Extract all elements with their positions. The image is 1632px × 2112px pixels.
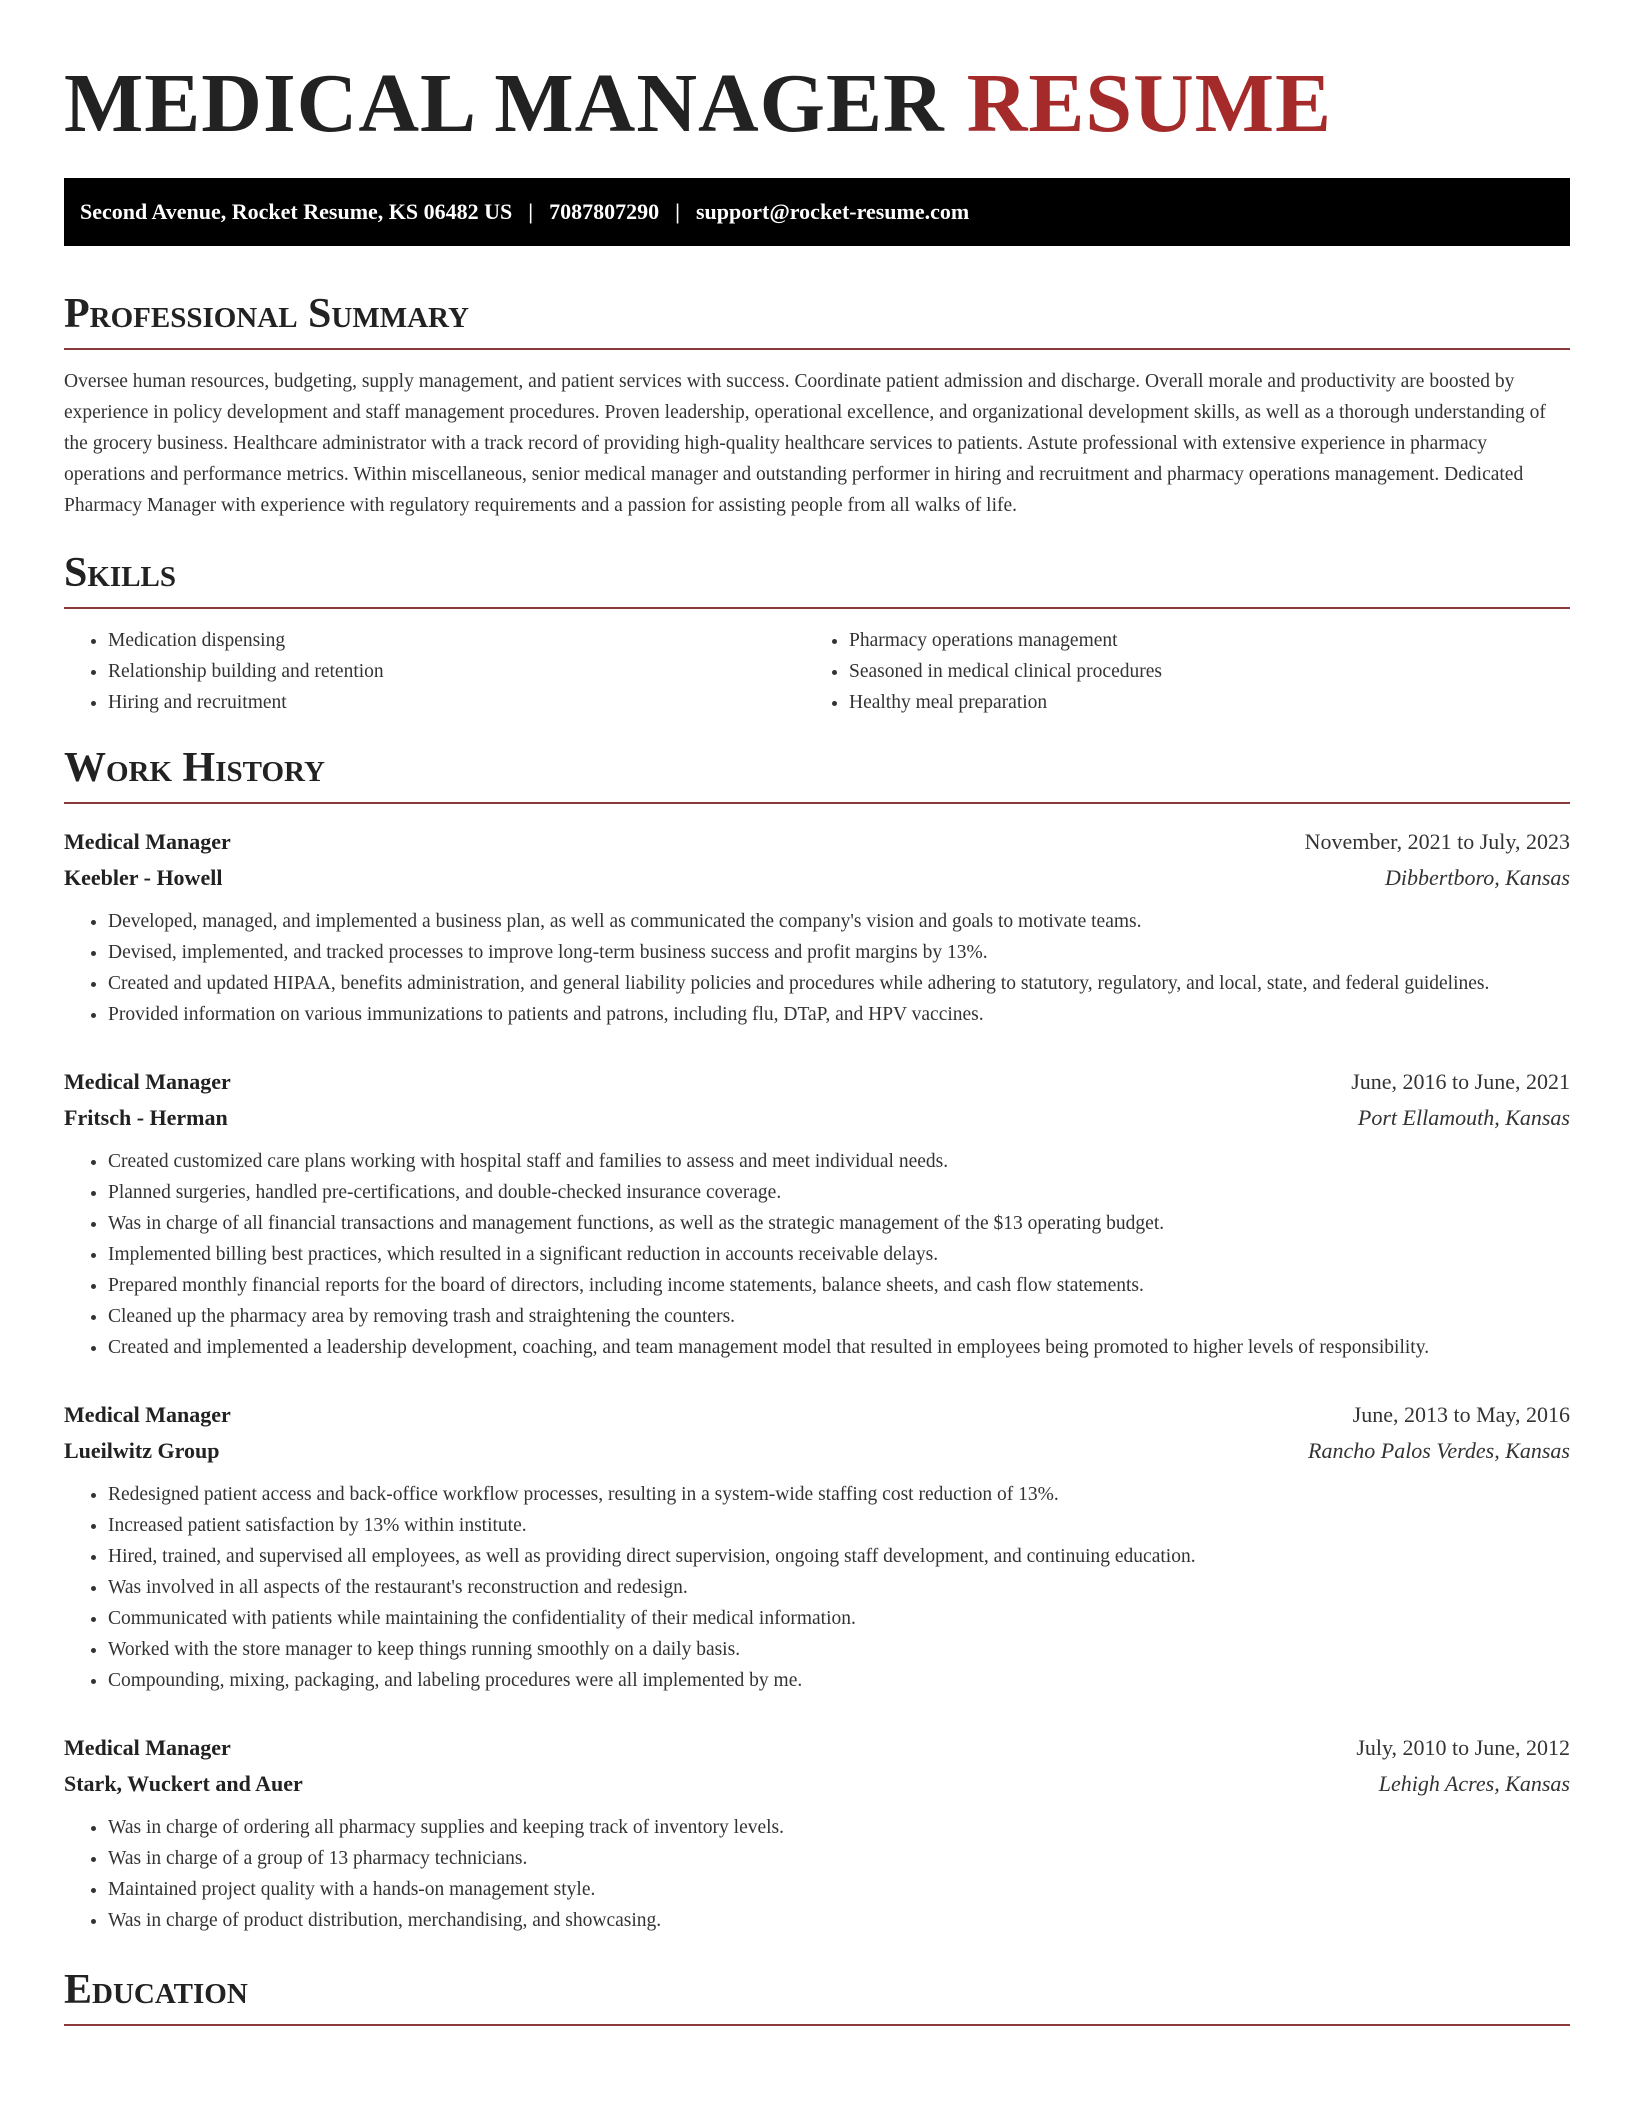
title-accent: RESUME <box>966 57 1333 150</box>
job-title: Medical Manager <box>64 1735 231 1760</box>
job-bullet: • Compounding, mixing, packaging, and labeling procedures were all implemented by me. <box>108 1665 1570 1696</box>
job-entry <box>64 1397 1570 1696</box>
job-bullet: • Was in charge of product distribution, merchandising, and showcasing. <box>108 1905 1570 1936</box>
skill-item: • Pharmacy operations management <box>849 625 1546 656</box>
job-bullet: • Was in charge of ordering all pharmacy supplies and keeping track of inventory levels. <box>108 1812 1570 1843</box>
job-bullet: • Prepared monthly financial reports for the board of directors, including income statements, balance sheets, and cash flow statements. <box>108 1270 1570 1301</box>
job-header-row <box>64 1064 1570 1100</box>
skills-grid <box>64 625 1570 718</box>
job-bullet: • Communicated with patients while maintaining the confidentiality of their medical information. <box>108 1603 1570 1634</box>
resume-page <box>64 0 1570 2026</box>
job-location: Port Ellamouth, Kansas <box>1357 1105 1570 1130</box>
job-company: Fritsch - Herman <box>64 1105 228 1130</box>
job-entry <box>64 824 1570 1030</box>
job-bullet: • Planned surgeries, handled pre-certifications, and double-checked insurance coverage. <box>108 1177 1570 1208</box>
job-title: Medical Manager <box>64 829 231 854</box>
job-company-row <box>64 1433 1570 1469</box>
skills-heading: Skills <box>64 547 1570 609</box>
job-bullet: • Was in charge of all financial transactions and management functions, as well as the strategic management of the $13 operating budget. <box>108 1208 1570 1239</box>
job-dates: November, 2021 to July, 2023 <box>1304 829 1570 854</box>
work-history-heading: Work History <box>64 742 1570 804</box>
job-bullets <box>64 1146 1570 1363</box>
job-header-row <box>64 824 1570 860</box>
summary-text: Oversee human resources, budgeting, supply management, and patient services with success. Coordinate patient admission and discharge. Overall morale and productivity are boosted by experience in policy development and staff management procedures. Proven leadership, operational excellence, and organizational development skills, as well as a thorough understanding of the grocery business. Healthcare administrator with a track record of providing high-quality healthcare services to patients. Astute professional with extensive experience in pharmacy operations and performance metrics. Within miscellaneous, senior medical manager and outstanding performer in hiring and recruitment and pharmacy operations management. Dedicated Pharmacy Manager with experience with regulatory requirements and a passion for assisting people from all walks of life. <box>64 371 1546 516</box>
skills-list-left <box>64 625 805 718</box>
job-bullet: • Created customized care plans working with hospital staff and families to assess and meet individual needs. <box>108 1146 1570 1177</box>
job-bullet: • Redesigned patient access and back-office workflow processes, resulting in a system-wide staffing cost reduction of 13%. <box>108 1479 1570 1510</box>
job-bullet: • Worked with the store manager to keep things running smoothly on a daily basis. <box>108 1634 1570 1665</box>
job-location: Lehigh Acres, Kansas <box>1378 1771 1570 1796</box>
job-bullet: • Was in charge of a group of 13 pharmacy technicians. <box>108 1843 1570 1874</box>
job-bullet: • Devised, implemented, and tracked processes to improve long-term business success and profit margins by 13%. <box>108 937 1570 968</box>
job-bullets <box>64 1479 1570 1696</box>
education-heading: Education <box>64 1964 1570 2026</box>
job-company-row <box>64 1100 1570 1136</box>
skill-item: • Hiring and recruitment <box>108 687 805 718</box>
contact-phone: 7087807290 <box>549 199 660 224</box>
job-bullet: • Maintained project quality with a hands-on management style. <box>108 1874 1570 1905</box>
job-dates: July, 2010 to June, 2012 <box>1356 1735 1570 1760</box>
job-bullet: • Increased patient satisfaction by 13% within institute. <box>108 1510 1570 1541</box>
contact-separator: | <box>528 199 534 224</box>
job-bullet: • Implemented billing best practices, which resulted in a significant reduction in accounts receivable delays. <box>108 1239 1570 1270</box>
job-company-row <box>64 860 1570 896</box>
job-bullets <box>64 1812 1570 1936</box>
contact-separator: | <box>675 199 680 224</box>
job-bullet: • Created and updated HIPAA, benefits administration, and general liability policies and procedures while adhering to statutory, regulatory, and local, state, and federal guidelines. <box>108 968 1570 999</box>
skill-item: • Medication dispensing <box>108 625 805 656</box>
job-entry <box>64 1730 1570 1936</box>
job-company: Stark, Wuckert and Auer <box>64 1771 303 1796</box>
summary-heading: Professional Summary <box>64 288 1570 350</box>
job-bullet: • Was involved in all aspects of the restaurant's reconstruction and redesign. <box>108 1572 1570 1603</box>
contact-address: Second Avenue, Rocket Resume, KS 06482 US <box>80 199 513 224</box>
job-title: Medical Manager <box>64 1069 231 1094</box>
job-bullet: • Cleaned up the pharmacy area by removing trash and straightening the counters. <box>108 1301 1570 1332</box>
contact-bar <box>64 178 1570 246</box>
job-bullet: • Provided information on various immunizations to patients and patrons, including flu, DTaP, and HPV vaccines. <box>108 999 1570 1030</box>
skill-item: • Healthy meal preparation <box>849 687 1546 718</box>
job-bullet: • Created and implemented a leadership development, coaching, and team management model that resulted in employees being promoted to higher levels of responsibility. <box>108 1332 1570 1363</box>
skills-list-right <box>805 625 1546 718</box>
resume-title <box>64 56 1570 152</box>
job-company: Lueilwitz Group <box>64 1438 220 1463</box>
job-title: Medical Manager <box>64 1402 231 1427</box>
job-bullet: • Developed, managed, and implemented a business plan, as well as communicated the company's vision and goals to motivate teams. <box>108 906 1570 937</box>
job-dates: June, 2013 to May, 2016 <box>1352 1402 1570 1427</box>
job-location: Rancho Palos Verdes, Kansas <box>1308 1438 1570 1463</box>
job-bullets <box>64 906 1570 1030</box>
job-company-row <box>64 1766 1570 1802</box>
job-company: Keebler - Howell <box>64 865 223 890</box>
skill-item: • Seasoned in medical clinical procedures <box>849 656 1546 687</box>
job-entry <box>64 1064 1570 1363</box>
job-bullet: • Hired, trained, and supervised all employees, as well as providing direct supervision, ongoing staff development, and continuing education. <box>108 1541 1570 1572</box>
title-main: MEDICAL MANAGER <box>64 57 945 150</box>
job-location: Dibbertboro, Kansas <box>1385 865 1570 890</box>
contact-email: support@rocket-resume.com <box>695 199 970 224</box>
job-header-row <box>64 1730 1570 1766</box>
job-dates: June, 2016 to June, 2021 <box>1351 1069 1570 1094</box>
skill-item: • Relationship building and retention <box>108 656 805 687</box>
job-header-row <box>64 1397 1570 1433</box>
